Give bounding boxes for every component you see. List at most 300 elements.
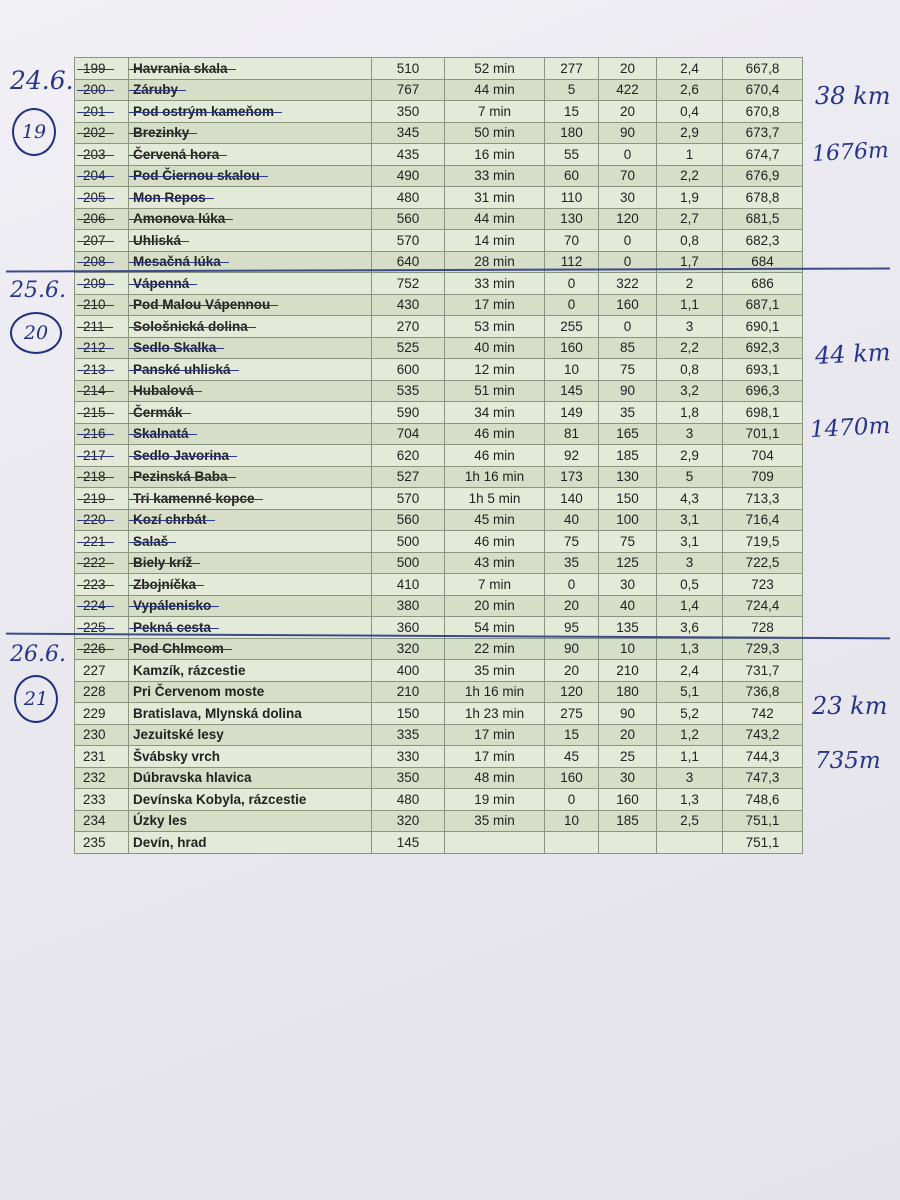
row-number: 227 bbox=[83, 662, 106, 678]
distance: 3 bbox=[685, 555, 694, 571]
day-elevation-1: 1676m bbox=[811, 138, 890, 167]
walk-time-cell bbox=[445, 359, 545, 381]
table-row bbox=[75, 79, 803, 101]
row-number: 202 bbox=[83, 125, 106, 141]
cumulative-km-cell bbox=[723, 574, 803, 596]
walk-time-cell bbox=[445, 531, 545, 553]
altitude: 500 bbox=[396, 555, 420, 571]
row-number-cell bbox=[75, 79, 129, 101]
altitude-cell bbox=[372, 509, 445, 531]
walk-time: 22 min bbox=[474, 641, 515, 657]
altitude: 560 bbox=[396, 211, 420, 227]
altitude: 527 bbox=[396, 469, 420, 485]
cumulative-km-cell bbox=[723, 509, 803, 531]
descent-cell bbox=[599, 681, 657, 703]
walk-time: 1h 5 min bbox=[468, 490, 521, 506]
descent: 30 bbox=[619, 770, 636, 786]
cumulative-km: 704 bbox=[751, 447, 774, 463]
ascent-cell bbox=[545, 789, 599, 811]
descent-cell bbox=[599, 273, 657, 295]
walk-time: 17 min bbox=[474, 727, 515, 743]
row-number: 214 bbox=[83, 383, 106, 399]
table-row bbox=[75, 574, 803, 596]
ascent: 45 bbox=[563, 748, 580, 764]
ascent: 10 bbox=[563, 361, 580, 377]
walk-time: 17 min bbox=[474, 297, 515, 313]
distance-cell bbox=[657, 273, 723, 295]
stop-name-cell bbox=[129, 660, 372, 682]
distance-cell bbox=[657, 832, 723, 854]
distance-cell bbox=[657, 767, 723, 789]
stop-name: Sološnická dolina bbox=[133, 318, 248, 334]
walk-time: 44 min bbox=[474, 211, 515, 227]
stop-name: Pod Malou Vápennou bbox=[133, 297, 271, 313]
ascent-cell bbox=[545, 531, 599, 553]
walk-time-cell bbox=[445, 574, 545, 596]
cumulative-km: 670,8 bbox=[745, 103, 780, 119]
stop-name-cell bbox=[129, 466, 372, 488]
row-number: 200 bbox=[83, 82, 106, 98]
stop-name: Havrania skala bbox=[133, 60, 228, 76]
descent-cell bbox=[599, 466, 657, 488]
stop-name-cell bbox=[129, 724, 372, 746]
cumulative-km-cell bbox=[723, 466, 803, 488]
ascent: 20 bbox=[563, 598, 580, 614]
distance: 2,9 bbox=[680, 125, 699, 141]
distance-cell bbox=[657, 359, 723, 381]
table-row bbox=[75, 789, 803, 811]
cumulative-km: 681,5 bbox=[745, 211, 780, 227]
table-row bbox=[75, 122, 803, 144]
distance-cell bbox=[657, 531, 723, 553]
row-number-cell bbox=[75, 767, 129, 789]
ascent: 149 bbox=[560, 404, 583, 420]
table-row bbox=[75, 724, 803, 746]
cumulative-km-cell bbox=[723, 789, 803, 811]
cumulative-km-cell bbox=[723, 552, 803, 574]
row-number: 222 bbox=[83, 555, 106, 571]
cumulative-km-cell bbox=[723, 531, 803, 553]
cumulative-km-cell bbox=[723, 660, 803, 682]
cumulative-km-cell bbox=[723, 767, 803, 789]
stop-name: Jezuitské lesy bbox=[133, 727, 224, 743]
altitude-cell bbox=[372, 552, 445, 574]
distance: 2,9 bbox=[680, 447, 699, 463]
table-row bbox=[75, 273, 803, 295]
descent-cell bbox=[599, 531, 657, 553]
descent-cell bbox=[599, 832, 657, 854]
cumulative-km: 731,7 bbox=[745, 662, 780, 678]
row-number-cell bbox=[75, 746, 129, 768]
row-number-cell bbox=[75, 552, 129, 574]
cumulative-km: 686 bbox=[751, 275, 774, 291]
altitude-cell bbox=[372, 402, 445, 424]
row-number: 221 bbox=[83, 533, 106, 549]
stop-name: Amonova lúka bbox=[133, 211, 226, 227]
stop-name: Červená hora bbox=[133, 146, 220, 162]
distance: 3,1 bbox=[680, 512, 699, 528]
stop-name: Tri kamenné kopce bbox=[133, 490, 255, 506]
altitude: 345 bbox=[396, 125, 420, 141]
altitude: 320 bbox=[396, 813, 420, 829]
walk-time: 31 min bbox=[474, 189, 515, 205]
altitude-cell bbox=[372, 767, 445, 789]
distance: 1,1 bbox=[680, 748, 699, 764]
table-row bbox=[75, 552, 803, 574]
descent-cell bbox=[599, 574, 657, 596]
altitude-cell bbox=[372, 337, 445, 359]
descent: 180 bbox=[616, 684, 639, 700]
stop-name-cell bbox=[129, 58, 372, 80]
stop-name-cell bbox=[129, 703, 372, 725]
cumulative-km: 723 bbox=[751, 576, 774, 592]
row-number: 218 bbox=[83, 469, 106, 485]
stop-name: Pezinská Baba bbox=[133, 469, 228, 485]
altitude: 150 bbox=[396, 705, 420, 721]
descent: 20 bbox=[619, 103, 636, 119]
stop-name: Dúbravska hlavica bbox=[133, 770, 252, 786]
table-row bbox=[75, 423, 803, 445]
walk-time: 1h 23 min bbox=[464, 705, 525, 721]
descent: 210 bbox=[616, 662, 639, 678]
table-row bbox=[75, 595, 803, 617]
table-row bbox=[75, 509, 803, 531]
ascent-cell bbox=[545, 724, 599, 746]
distance: 2,4 bbox=[680, 60, 699, 76]
distance-cell bbox=[657, 595, 723, 617]
distance: 3 bbox=[685, 770, 694, 786]
ascent: 5 bbox=[567, 82, 576, 98]
cumulative-km-cell bbox=[723, 681, 803, 703]
row-number-cell bbox=[75, 681, 129, 703]
stop-name: Pekná cesta bbox=[133, 619, 212, 635]
walk-time: 28 min bbox=[474, 254, 515, 270]
stop-name-cell bbox=[129, 79, 372, 101]
cumulative-km: 693,1 bbox=[745, 361, 780, 377]
row-number: 211 bbox=[83, 318, 105, 334]
stop-name-cell bbox=[129, 230, 372, 252]
stop-name-cell bbox=[129, 789, 372, 811]
row-number-cell bbox=[75, 638, 129, 660]
altitude-cell bbox=[372, 810, 445, 832]
table-row bbox=[75, 466, 803, 488]
distance: 1 bbox=[685, 146, 694, 162]
ascent-cell bbox=[545, 595, 599, 617]
distance: 0,4 bbox=[680, 103, 699, 119]
distance: 2,6 bbox=[680, 82, 699, 98]
walk-time-cell bbox=[445, 703, 545, 725]
walk-time-cell bbox=[445, 445, 545, 467]
stop-name: Záruby bbox=[133, 82, 179, 98]
ascent: 75 bbox=[563, 533, 580, 549]
walk-time: 14 min bbox=[474, 232, 515, 248]
cumulative-km-cell bbox=[723, 337, 803, 359]
walk-time-cell bbox=[445, 316, 545, 338]
table-row bbox=[75, 294, 803, 316]
distance-cell bbox=[657, 208, 723, 230]
altitude: 535 bbox=[396, 383, 420, 399]
ascent: 95 bbox=[563, 619, 580, 635]
ascent: 81 bbox=[563, 426, 580, 442]
cumulative-km-cell bbox=[723, 144, 803, 166]
row-number: 217 bbox=[83, 447, 106, 463]
altitude-cell bbox=[372, 380, 445, 402]
ascent-cell bbox=[545, 810, 599, 832]
walk-time: 1h 16 min bbox=[464, 469, 525, 485]
descent-cell bbox=[599, 595, 657, 617]
walk-time-cell bbox=[445, 144, 545, 166]
walk-time: 7 min bbox=[477, 576, 511, 592]
table-row bbox=[75, 681, 803, 703]
stop-name-cell bbox=[129, 681, 372, 703]
distance: 3 bbox=[685, 426, 694, 442]
altitude: 335 bbox=[396, 727, 420, 743]
ascent: 0 bbox=[567, 576, 576, 592]
cumulative-km: 678,8 bbox=[745, 189, 780, 205]
cumulative-km: 692,3 bbox=[745, 340, 780, 356]
ascent: 55 bbox=[563, 146, 580, 162]
stop-name: Uhliská bbox=[133, 232, 182, 248]
cumulative-km: 670,4 bbox=[745, 82, 780, 98]
walk-time: 35 min bbox=[474, 813, 515, 829]
row-number: 199 bbox=[83, 60, 106, 76]
cumulative-km: 674,7 bbox=[745, 146, 780, 162]
walk-time-cell bbox=[445, 294, 545, 316]
stop-name-cell bbox=[129, 273, 372, 295]
stage-number-1-text: 19 bbox=[21, 121, 47, 143]
row-number: 207 bbox=[83, 232, 106, 248]
day-date-2: 25.6. bbox=[10, 278, 66, 303]
cumulative-km-cell bbox=[723, 79, 803, 101]
descent: 75 bbox=[619, 361, 636, 377]
walk-time-cell bbox=[445, 58, 545, 80]
cumulative-km: 748,6 bbox=[745, 791, 780, 807]
ascent-cell bbox=[545, 294, 599, 316]
altitude-cell bbox=[372, 208, 445, 230]
descent-cell bbox=[599, 552, 657, 574]
walk-time-cell bbox=[445, 810, 545, 832]
walk-time: 34 min bbox=[474, 404, 515, 420]
table-row bbox=[75, 187, 803, 209]
ascent-cell bbox=[545, 101, 599, 123]
cumulative-km-cell bbox=[723, 832, 803, 854]
ascent-cell bbox=[545, 165, 599, 187]
row-number: 234 bbox=[83, 813, 106, 829]
descent: 0 bbox=[623, 146, 632, 162]
altitude: 210 bbox=[396, 684, 420, 700]
distance: 3,1 bbox=[680, 533, 699, 549]
descent-cell bbox=[599, 380, 657, 402]
row-number-cell bbox=[75, 294, 129, 316]
descent: 422 bbox=[616, 82, 639, 98]
distance-cell bbox=[657, 423, 723, 445]
stop-name-cell bbox=[129, 423, 372, 445]
descent-cell bbox=[599, 767, 657, 789]
cumulative-km: 698,1 bbox=[745, 404, 780, 420]
stop-name: Pod Chlmcom bbox=[133, 641, 224, 657]
stop-name: Zbojníčka bbox=[133, 576, 197, 592]
row-number: 229 bbox=[83, 705, 106, 721]
descent: 85 bbox=[619, 340, 636, 356]
descent: 165 bbox=[616, 426, 639, 442]
distance: 1,8 bbox=[680, 404, 699, 420]
altitude-cell bbox=[372, 316, 445, 338]
row-number-cell bbox=[75, 208, 129, 230]
descent: 90 bbox=[619, 383, 636, 399]
stop-name-cell bbox=[129, 208, 372, 230]
day-date-3: 26.6. bbox=[10, 642, 66, 667]
walk-time: 12 min bbox=[474, 361, 515, 377]
walk-time-cell bbox=[445, 187, 545, 209]
table-row bbox=[75, 58, 803, 80]
altitude-cell bbox=[372, 79, 445, 101]
stop-name-cell bbox=[129, 488, 372, 510]
ascent-cell bbox=[545, 746, 599, 768]
distance-cell bbox=[657, 552, 723, 574]
altitude: 767 bbox=[396, 82, 420, 98]
row-number-cell bbox=[75, 789, 129, 811]
ascent-cell bbox=[545, 660, 599, 682]
distance: 3,6 bbox=[680, 619, 699, 635]
altitude-cell bbox=[372, 165, 445, 187]
altitude: 510 bbox=[396, 60, 420, 76]
cumulative-km: 722,5 bbox=[745, 555, 780, 571]
stop-name: Kamzík, rázcestie bbox=[133, 662, 246, 678]
ascent-cell bbox=[545, 79, 599, 101]
table-row bbox=[75, 488, 803, 510]
walk-time-cell bbox=[445, 79, 545, 101]
walk-time-cell bbox=[445, 724, 545, 746]
stop-name: Devínska Kobyla, rázcestie bbox=[133, 791, 307, 807]
stop-name-cell bbox=[129, 509, 372, 531]
altitude: 360 bbox=[396, 619, 420, 635]
row-number: 228 bbox=[83, 684, 106, 700]
ascent-cell bbox=[545, 574, 599, 596]
ascent: 20 bbox=[563, 662, 580, 678]
altitude: 480 bbox=[396, 791, 420, 807]
distance-cell bbox=[657, 681, 723, 703]
distance-cell bbox=[657, 574, 723, 596]
distance-cell bbox=[657, 316, 723, 338]
altitude-cell bbox=[372, 144, 445, 166]
cumulative-km-cell bbox=[723, 380, 803, 402]
altitude-cell bbox=[372, 574, 445, 596]
distance-cell bbox=[657, 101, 723, 123]
stop-name: Kozí chrbát bbox=[133, 512, 207, 528]
stop-name-cell bbox=[129, 337, 372, 359]
ascent: 130 bbox=[560, 211, 583, 227]
descent-cell bbox=[599, 703, 657, 725]
altitude-cell bbox=[372, 488, 445, 510]
row-number-cell bbox=[75, 122, 129, 144]
table-row bbox=[75, 660, 803, 682]
descent: 35 bbox=[619, 404, 636, 420]
altitude-cell bbox=[372, 445, 445, 467]
ascent-cell bbox=[545, 230, 599, 252]
row-number-cell bbox=[75, 724, 129, 746]
altitude: 490 bbox=[396, 168, 420, 184]
stop-name: Sedlo Skalka bbox=[133, 340, 217, 356]
table-row bbox=[75, 531, 803, 553]
ascent: 90 bbox=[563, 641, 580, 657]
row-number: 235 bbox=[83, 834, 106, 850]
stop-name-cell bbox=[129, 187, 372, 209]
walk-time: 17 min bbox=[474, 748, 515, 764]
descent: 125 bbox=[616, 555, 639, 571]
altitude: 752 bbox=[396, 275, 420, 291]
cumulative-km: 724,4 bbox=[745, 598, 780, 614]
descent: 322 bbox=[616, 275, 639, 291]
stop-name: Hubalová bbox=[133, 383, 194, 399]
descent-cell bbox=[599, 660, 657, 682]
ascent: 40 bbox=[563, 512, 580, 528]
walk-time-cell bbox=[445, 122, 545, 144]
walk-time-cell bbox=[445, 660, 545, 682]
distance: 5 bbox=[685, 469, 694, 485]
row-number: 223 bbox=[83, 576, 106, 592]
distance: 1,2 bbox=[680, 727, 699, 743]
cumulative-km: 716,4 bbox=[745, 512, 780, 528]
row-number-cell bbox=[75, 402, 129, 424]
descent: 160 bbox=[616, 791, 639, 807]
distance-cell bbox=[657, 466, 723, 488]
day-elevation-3: 735m bbox=[815, 748, 881, 774]
descent-cell bbox=[599, 165, 657, 187]
cumulative-km: 696,3 bbox=[745, 383, 780, 399]
stop-name: Brezinky bbox=[133, 125, 190, 141]
distance: 2,2 bbox=[680, 340, 699, 356]
distance-cell bbox=[657, 230, 723, 252]
descent-cell bbox=[599, 617, 657, 639]
altitude: 330 bbox=[396, 748, 420, 764]
descent: 70 bbox=[619, 168, 636, 184]
walk-time-cell bbox=[445, 509, 545, 531]
stop-name-cell bbox=[129, 122, 372, 144]
walk-time: 53 min bbox=[474, 318, 515, 334]
descent: 30 bbox=[619, 189, 636, 205]
table-row bbox=[75, 445, 803, 467]
ascent: 173 bbox=[560, 469, 583, 485]
cumulative-km: 742 bbox=[751, 705, 774, 721]
row-number-cell bbox=[75, 165, 129, 187]
descent-cell bbox=[599, 509, 657, 531]
altitude: 480 bbox=[396, 189, 420, 205]
walk-time: 35 min bbox=[474, 662, 515, 678]
descent: 10 bbox=[619, 641, 636, 657]
distance-cell bbox=[657, 294, 723, 316]
distance-cell bbox=[657, 187, 723, 209]
cumulative-km: 667,8 bbox=[745, 60, 780, 76]
altitude: 350 bbox=[396, 770, 420, 786]
row-number: 230 bbox=[83, 727, 106, 743]
distance: 1,7 bbox=[680, 254, 699, 270]
altitude: 570 bbox=[396, 490, 420, 506]
altitude: 270 bbox=[396, 318, 420, 334]
ascent-cell bbox=[545, 638, 599, 660]
distance: 5,1 bbox=[680, 684, 699, 700]
row-number: 216 bbox=[83, 426, 106, 442]
table-row bbox=[75, 359, 803, 381]
row-number: 201 bbox=[83, 103, 106, 119]
altitude: 600 bbox=[396, 361, 420, 377]
descent-cell bbox=[599, 79, 657, 101]
ascent: 60 bbox=[563, 168, 580, 184]
stop-name: Pri Červenom moste bbox=[133, 684, 265, 700]
walk-time: 52 min bbox=[474, 60, 515, 76]
cumulative-km-cell bbox=[723, 445, 803, 467]
cumulative-km-cell bbox=[723, 294, 803, 316]
walk-time-cell bbox=[445, 380, 545, 402]
